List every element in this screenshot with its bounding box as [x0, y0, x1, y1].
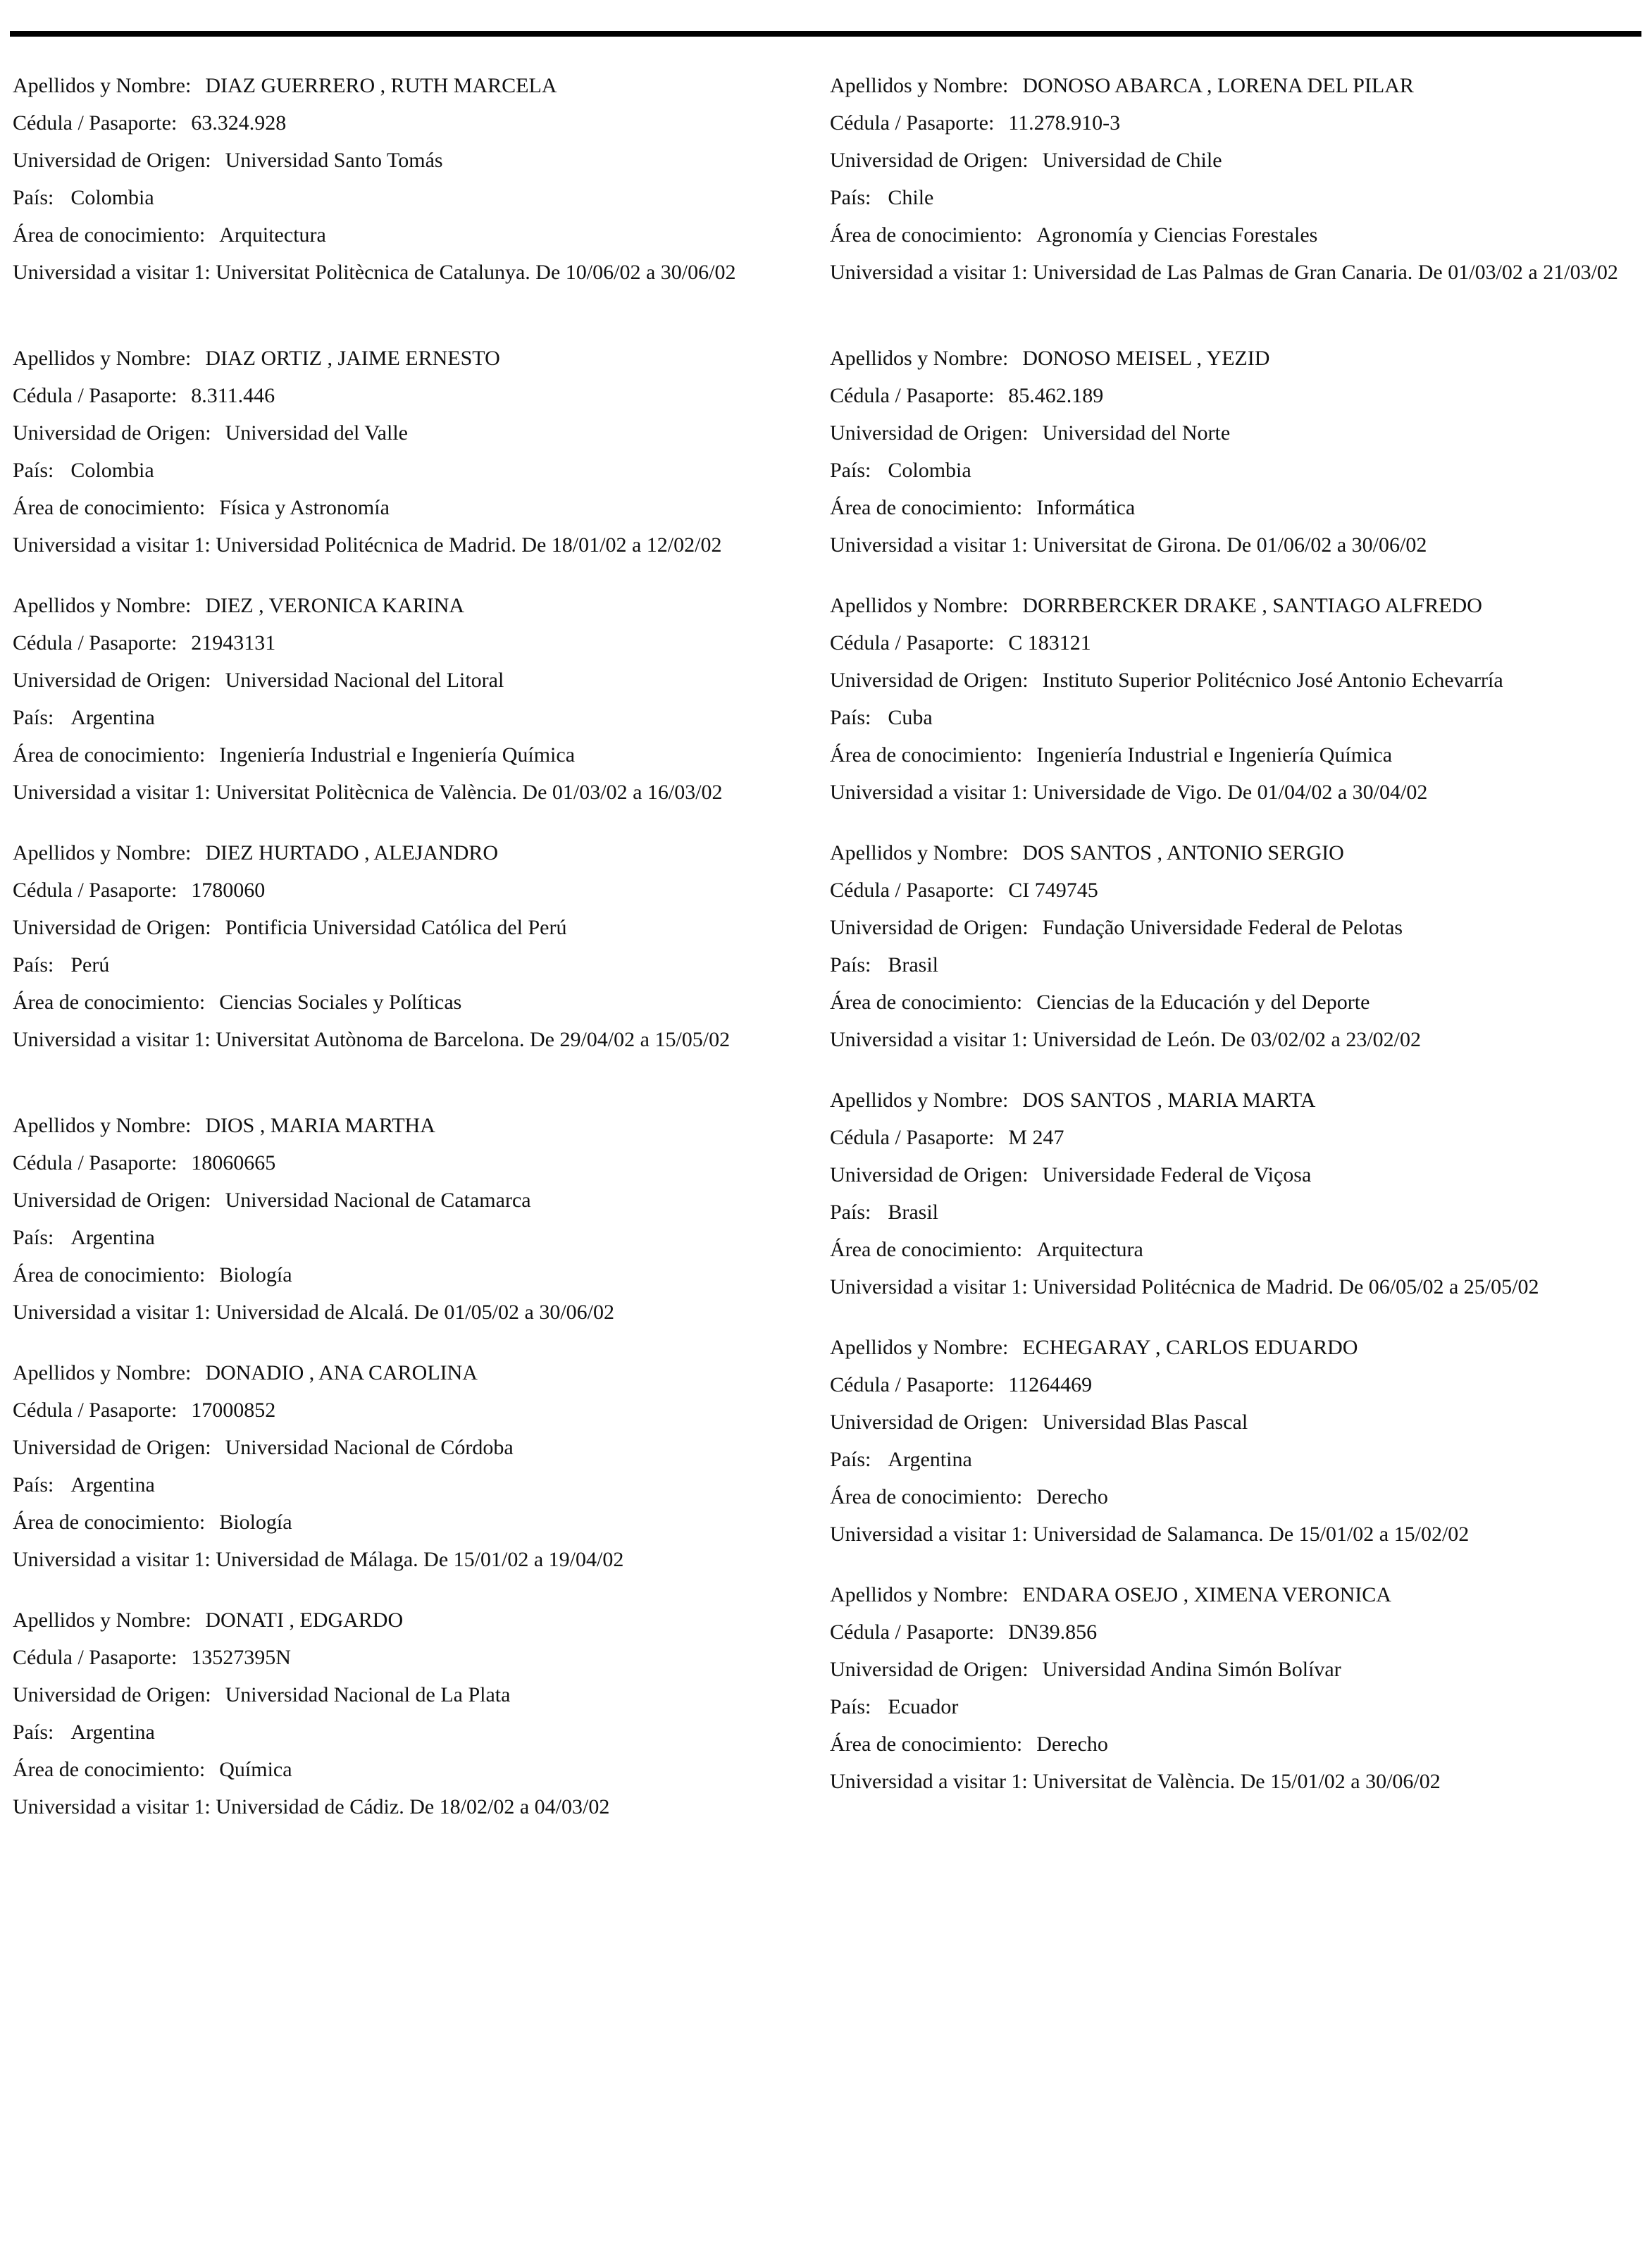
- id-label: Cédula / Pasaporte:: [830, 1373, 995, 1396]
- origin-label: Universidad de Origen:: [13, 916, 211, 939]
- area-label: Área de conocimiento:: [13, 991, 206, 1014]
- name-value: DORRBERCKER DRAKE , SANTIAGO ALFREDO: [1022, 594, 1482, 617]
- name-value: DIEZ HURTADO , ALEJANDRO: [205, 841, 499, 864]
- area-label: Área de conocimiento:: [830, 1238, 1023, 1261]
- origin-value: Universidad del Norte: [1042, 421, 1231, 445]
- origin-label: Universidad de Origen:: [13, 421, 211, 445]
- visit-label: Universidad a visitar 1:: [830, 1028, 1028, 1051]
- country-label: País:: [830, 459, 871, 482]
- visit-value: Universitat de València. De 15/01/02 a 30/06/02: [1033, 1770, 1441, 1793]
- area-label: Área de conocimiento:: [13, 496, 206, 519]
- visit-value: Universidad Politécnica de Madrid. De 18/01/02 a 12/02/02: [216, 533, 722, 557]
- id-label: Cédula / Pasaporte:: [13, 631, 178, 655]
- origin-label: Universidad de Origen:: [830, 1163, 1029, 1186]
- area-value: Biología: [219, 1263, 292, 1287]
- name-value: DIAZ GUERRERO , RUTH MARCELA: [205, 74, 557, 97]
- country-value: Brasil: [888, 953, 939, 977]
- area-label: Área de conocimiento:: [830, 991, 1023, 1014]
- id-label: Cédula / Pasaporte:: [13, 1151, 178, 1174]
- id-value: M 247: [1008, 1126, 1064, 1149]
- origin-label: Universidad de Origen:: [830, 1658, 1029, 1681]
- name-label: Apellidos y Nombre:: [13, 841, 192, 864]
- area-label: Área de conocimiento:: [830, 496, 1023, 519]
- name-value: DIEZ , VERONICA KARINA: [205, 594, 465, 617]
- name-label: Apellidos y Nombre:: [830, 1336, 1009, 1359]
- record: [13, 841, 812, 1078]
- id-label: Cédula / Pasaporte:: [830, 384, 995, 407]
- country-value: Cuba: [888, 706, 933, 729]
- name-value: DOS SANTOS , ANTONIO SERGIO: [1022, 841, 1344, 864]
- id-label: Cédula / Pasaporte:: [13, 384, 178, 407]
- area-value: Ingeniería Industrial e Ingeniería Química: [1036, 743, 1393, 767]
- name-label: Apellidos y Nombre:: [830, 347, 1009, 370]
- name-value: DONADIO , ANA CAROLINA: [205, 1361, 478, 1384]
- id-label: Cédula / Pasaporte:: [830, 631, 995, 655]
- record: [830, 1335, 1629, 1547]
- country-value: Chile: [888, 186, 934, 209]
- area-value: Derecho: [1036, 1485, 1108, 1508]
- origin-label: Universidad de Origen:: [13, 1683, 211, 1706]
- visit-value: Universidad de León. De 03/02/02 a 23/02/02: [1033, 1028, 1422, 1051]
- visit-value: Universidad de Las Palmas de Gran Canaria. De 01/03/02 a 21/03/02: [1033, 261, 1618, 284]
- id-label: Cédula / Pasaporte:: [830, 1620, 995, 1644]
- left-column: [13, 73, 812, 1855]
- id-value: 85.462.189: [1008, 384, 1104, 407]
- origin-label: Universidad de Origen:: [13, 1436, 211, 1459]
- origin-value: Universidad del Valle: [225, 421, 408, 445]
- id-value: 63.324.928: [191, 111, 287, 135]
- country-value: Brasil: [888, 1201, 939, 1224]
- country-value: Colombia: [70, 459, 154, 482]
- country-label: País:: [13, 706, 54, 729]
- area-label: Área de conocimiento:: [13, 1263, 206, 1287]
- country-label: País:: [13, 1473, 54, 1496]
- name-label: Apellidos y Nombre:: [13, 74, 192, 97]
- origin-value: Universidad Nacional de La Plata: [225, 1683, 511, 1706]
- name-label: Apellidos y Nombre:: [13, 1608, 192, 1632]
- right-column: [830, 73, 1629, 1830]
- name-value: ECHEGARAY , CARLOS EDUARDO: [1022, 1336, 1358, 1359]
- origin-label: Universidad de Origen:: [830, 1411, 1029, 1434]
- area-label: Área de conocimiento:: [830, 1732, 1023, 1756]
- id-label: Cédula / Pasaporte:: [13, 1646, 178, 1669]
- id-value: CI 749745: [1008, 879, 1098, 902]
- country-value: Argentina: [70, 1473, 155, 1496]
- id-value: 1780060: [191, 879, 266, 902]
- country-label: País:: [830, 1448, 871, 1471]
- country-value: Colombia: [70, 186, 154, 209]
- id-value: 18060665: [191, 1151, 276, 1174]
- id-label: Cédula / Pasaporte:: [13, 879, 178, 902]
- origin-value: Universidad Nacional de Catamarca: [225, 1189, 531, 1212]
- name-label: Apellidos y Nombre:: [13, 594, 192, 617]
- origin-label: Universidad de Origen:: [830, 421, 1029, 445]
- country-label: País:: [13, 1721, 54, 1744]
- visit-label: Universidad a visitar 1:: [13, 261, 211, 284]
- origin-value: Universidad Nacional del Litoral: [225, 669, 504, 692]
- area-value: Química: [219, 1758, 292, 1781]
- visit-label: Universidad a visitar 1:: [830, 781, 1028, 804]
- country-label: País:: [830, 706, 871, 729]
- origin-value: Universidad Santo Tomás: [225, 149, 443, 172]
- origin-value: Universidad Andina Simón Bolívar: [1042, 1658, 1341, 1681]
- record: [830, 73, 1629, 311]
- area-value: Derecho: [1036, 1732, 1108, 1756]
- visit-label: Universidad a visitar 1:: [13, 1028, 211, 1051]
- origin-value: Fundação Universidade Federal de Pelotas: [1042, 916, 1403, 939]
- record: [830, 841, 1629, 1053]
- record: [830, 1088, 1629, 1300]
- record: [13, 1360, 812, 1573]
- country-value: Argentina: [70, 1226, 155, 1249]
- name-label: Apellidos y Nombre:: [13, 347, 192, 370]
- name-label: Apellidos y Nombre:: [13, 1114, 192, 1137]
- area-value: Agronomía y Ciencias Forestales: [1036, 223, 1318, 247]
- visit-value: Universidad de Málaga. De 15/01/02 a 19/04/02: [216, 1548, 624, 1571]
- origin-value: Instituto Superior Politécnico José Antonio Echevarría: [1042, 669, 1503, 692]
- area-label: Área de conocimiento:: [830, 223, 1023, 247]
- origin-label: Universidad de Origen:: [13, 1189, 211, 1212]
- origin-label: Universidad de Origen:: [830, 149, 1029, 172]
- id-value: 8.311.446: [191, 384, 275, 407]
- area-value: Ciencias de la Educación y del Deporte: [1036, 991, 1370, 1014]
- country-value: Argentina: [888, 1448, 972, 1471]
- name-value: DONATI , EDGARDO: [205, 1608, 404, 1632]
- id-value: C 183121: [1008, 631, 1091, 655]
- id-label: Cédula / Pasaporte:: [830, 879, 995, 902]
- visit-label: Universidad a visitar 1:: [13, 781, 211, 804]
- name-value: ENDARA OSEJO , XIMENA VERONICA: [1022, 1583, 1391, 1606]
- name-label: Apellidos y Nombre:: [830, 594, 1009, 617]
- visit-label: Universidad a visitar 1:: [13, 1795, 211, 1818]
- visit-label: Universidad a visitar 1:: [830, 1275, 1028, 1298]
- country-label: País:: [830, 953, 871, 977]
- name-label: Apellidos y Nombre:: [13, 1361, 192, 1384]
- visit-label: Universidad a visitar 1:: [830, 533, 1028, 557]
- name-label: Apellidos y Nombre:: [830, 1583, 1009, 1606]
- id-label: Cédula / Pasaporte:: [13, 111, 178, 135]
- country-value: Argentina: [70, 706, 155, 729]
- record: [830, 346, 1629, 558]
- area-label: Área de conocimiento:: [830, 1485, 1023, 1508]
- visit-value: Universidad de Alcalá. De 01/05/02 a 30/06/02: [216, 1301, 614, 1324]
- name-label: Apellidos y Nombre:: [830, 841, 1009, 864]
- area-value: Biología: [219, 1511, 292, 1534]
- id-label: Cédula / Pasaporte:: [13, 1399, 178, 1422]
- id-label: Cédula / Pasaporte:: [830, 111, 995, 135]
- country-value: Ecuador: [888, 1695, 959, 1718]
- area-value: Informática: [1036, 496, 1136, 519]
- name-value: DIAZ ORTIZ , JAIME ERNESTO: [205, 347, 500, 370]
- origin-label: Universidad de Origen:: [13, 149, 211, 172]
- area-value: Ingeniería Industrial e Ingeniería Química: [219, 743, 576, 767]
- name-label: Apellidos y Nombre:: [830, 74, 1009, 97]
- origin-label: Universidad de Origen:: [830, 669, 1029, 692]
- name-value: DIOS , MARIA MARTHA: [205, 1114, 435, 1137]
- area-label: Área de conocimiento:: [830, 743, 1023, 767]
- visit-label: Universidad a visitar 1:: [830, 1523, 1028, 1546]
- id-value: 13527395N: [191, 1646, 291, 1669]
- visit-value: Universitat de Girona. De 01/06/02 a 30/06/02: [1033, 533, 1427, 557]
- country-label: País:: [13, 186, 54, 209]
- name-value: DOS SANTOS , MARIA MARTA: [1022, 1089, 1316, 1112]
- country-label: País:: [830, 1201, 871, 1224]
- visit-value: Universitat Politècnica de Catalunya. De 10/06/02 a 30/06/02: [216, 261, 736, 284]
- visit-label: Universidad a visitar 1:: [13, 1301, 211, 1324]
- id-value: 11264469: [1008, 1373, 1093, 1396]
- area-label: Área de conocimiento:: [13, 223, 206, 247]
- id-value: 17000852: [191, 1399, 276, 1422]
- record: [13, 1113, 812, 1325]
- record: [13, 73, 812, 311]
- visit-value: Universidad Politécnica de Madrid. De 06/05/02 a 25/05/02: [1033, 1275, 1539, 1298]
- origin-value: Universidade Federal de Viçosa: [1042, 1163, 1312, 1186]
- area-value: Arquitectura: [1036, 1238, 1143, 1261]
- record: [13, 1608, 812, 1820]
- country-value: Argentina: [70, 1721, 155, 1744]
- visit-value: Universitat Politècnica de València. De 01/03/02 a 16/03/02: [216, 781, 723, 804]
- visit-value: Universidade de Vigo. De 01/04/02 a 30/04/02: [1033, 781, 1428, 804]
- country-label: País:: [13, 953, 54, 977]
- visit-value: Universidad de Cádiz. De 18/02/02 a 04/03/02: [216, 1795, 610, 1818]
- record: [13, 346, 812, 558]
- visit-value: Universitat Autònoma de Barcelona. De 29/04/02 a 15/05/02: [216, 1028, 731, 1051]
- origin-value: Pontificia Universidad Católica del Perú: [225, 916, 567, 939]
- record: [830, 1582, 1629, 1794]
- country-value: Perú: [70, 953, 110, 977]
- name-value: DONOSO MEISEL , YEZID: [1022, 347, 1270, 370]
- area-value: Arquitectura: [219, 223, 326, 247]
- area-label: Área de conocimiento:: [13, 1511, 206, 1534]
- country-label: País:: [830, 186, 871, 209]
- origin-label: Universidad de Origen:: [830, 916, 1029, 939]
- id-value: 21943131: [191, 631, 276, 655]
- record: [830, 593, 1629, 805]
- area-value: Física y Astronomía: [219, 496, 390, 519]
- id-value: DN39.856: [1008, 1620, 1098, 1644]
- visit-label: Universidad a visitar 1:: [13, 1548, 211, 1571]
- visit-label: Universidad a visitar 1:: [830, 1770, 1028, 1793]
- id-value: 11.278.910-3: [1008, 111, 1121, 135]
- origin-value: Universidad Nacional de Córdoba: [225, 1436, 514, 1459]
- visit-label: Universidad a visitar 1:: [13, 533, 211, 557]
- record: [13, 593, 812, 805]
- area-label: Área de conocimiento:: [13, 743, 206, 767]
- id-label: Cédula / Pasaporte:: [830, 1126, 995, 1149]
- country-label: País:: [13, 1226, 54, 1249]
- country-value: Colombia: [888, 459, 971, 482]
- origin-value: Universidad Blas Pascal: [1042, 1411, 1248, 1434]
- area-value: Ciencias Sociales y Políticas: [219, 991, 462, 1014]
- name-value: DONOSO ABARCA , LORENA DEL PILAR: [1022, 74, 1414, 97]
- area-label: Área de conocimiento:: [13, 1758, 206, 1781]
- country-label: País:: [830, 1695, 871, 1718]
- top-rule: [10, 31, 1641, 37]
- visit-value: Universidad de Salamanca. De 15/01/02 a 15/02/02: [1033, 1523, 1470, 1546]
- origin-value: Universidad de Chile: [1042, 149, 1222, 172]
- visit-label: Universidad a visitar 1:: [830, 261, 1028, 284]
- name-label: Apellidos y Nombre:: [830, 1089, 1009, 1112]
- origin-label: Universidad de Origen:: [13, 669, 211, 692]
- country-label: País:: [13, 459, 54, 482]
